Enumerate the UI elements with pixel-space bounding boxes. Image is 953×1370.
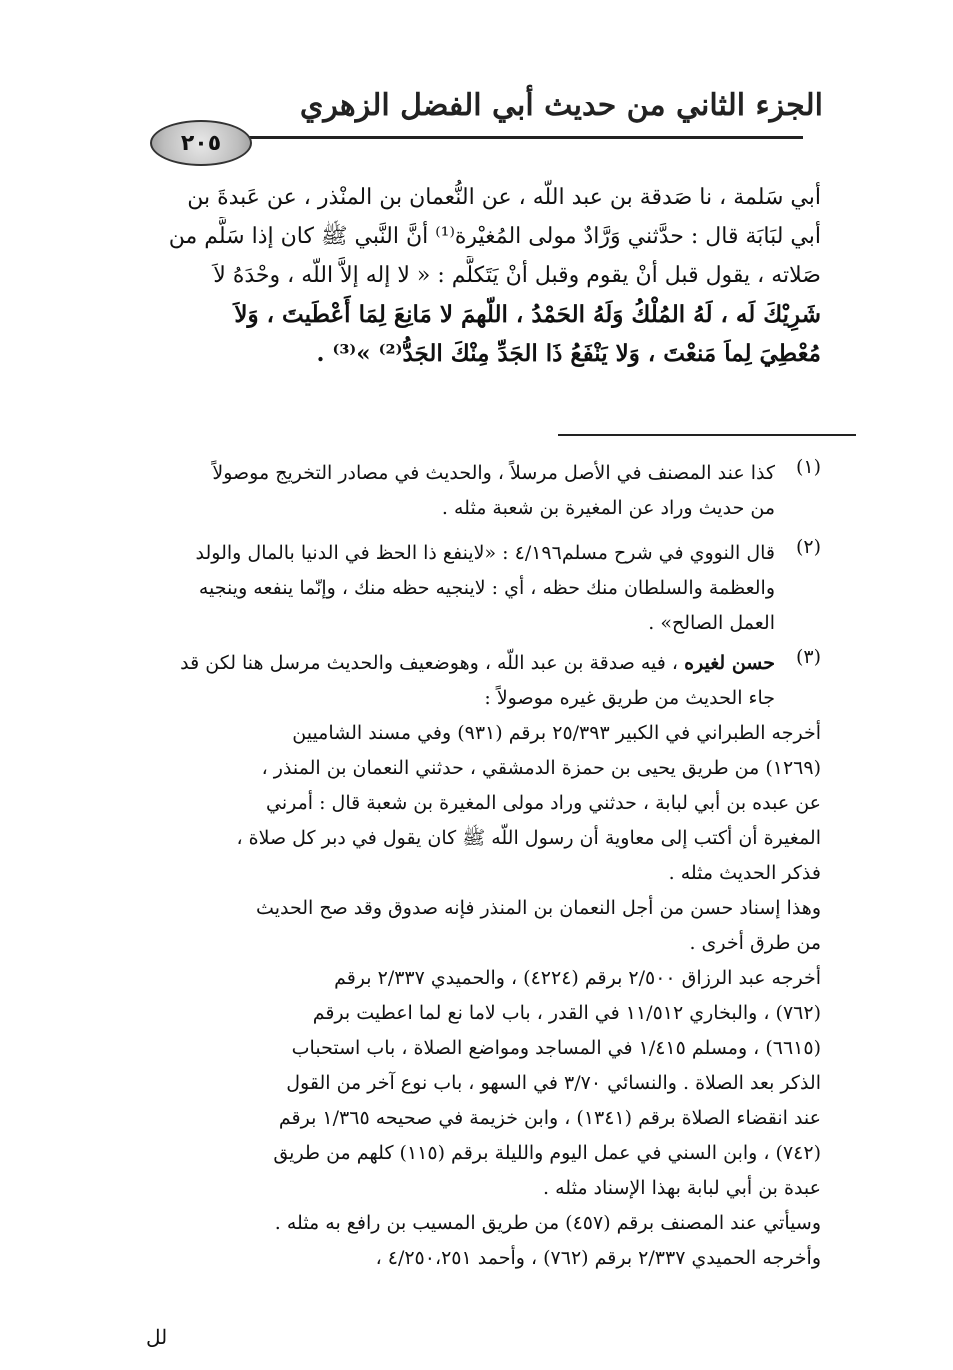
footnote-1	[146, 456, 821, 526]
footnote-line: فذكر الحديث مثله .	[668, 862, 821, 884]
footnote-grade: حسن لغيره	[684, 652, 775, 674]
footnote-line: (١٢٦٩) من طريق يحيى بن حمزة الدمشقي ، حدثني النعمان بن المنذر ،	[261, 757, 821, 779]
footnote-line: المغيرة أن أكتب إلى معاوية أن رسول اللّه ﷺ كان يقول في دبر كل صلاة ،	[236, 827, 821, 849]
catchword: لل	[146, 1325, 168, 1349]
main-text-line: أبي سَلمة ، نا صَدقة بن عبد اللّه ، عن النُّعمان بن المنْذر ، عن عَبدةَ بن	[187, 185, 821, 210]
footnote-line: (٧٦٢) ، والبخاري ١١/٥١٢ في القدر ، باب لاما نع لما اعطيت برقم	[312, 1002, 821, 1024]
footnote-line: عن عبده بن أبي لبابة ، حدثني وراد مولى المغيرة بن شعبة قال : أمرني	[266, 792, 821, 814]
footnote-line-text: ، فيه صدقة بن عبد اللّه ، وهوضعيف والحديث مرسل هنا لكن قد	[180, 652, 679, 674]
footnote-number: (٢)	[795, 536, 821, 558]
footnote-number: (٣)	[795, 646, 821, 668]
page-number: ٢٠٥	[180, 130, 222, 156]
footnote-line: الذكر بعد الصلاة . والنسائي ٣/٧٠ في السهو ، باب نوع آخر من القول	[286, 1072, 821, 1094]
footnote-separator	[558, 434, 856, 436]
footnote-line: وسيأتي عند المصنف برقم (٤٥٧) من طريق المسيب بن رافع به مثله .	[274, 1212, 821, 1234]
footnote-line	[146, 646, 775, 681]
footnote-line: أخرجه عبد الرزاق ٢/٥٠٠ برقم (٤٢٢٤) ، والحميدي ٢/٣٣٧ برقم	[334, 967, 821, 989]
main-text	[146, 178, 821, 373]
footnote-2	[146, 536, 821, 641]
footnote-line: وهذا إسناد حسن من أجل النعمان بن المنذر فإنه صدوق وقد صح الحديث	[256, 897, 821, 919]
footnote-3	[146, 646, 821, 1276]
header-rule	[240, 136, 803, 139]
footnote-number: (١)	[795, 456, 821, 478]
main-text-line-bold: مُعْطِيَ لِماَ مَنعْتَ ، وَلا يَنْفَعُ ذَا الجَدِّ مِنْكَ الجَدُّ⁽²⁾ »⁽³⁾ .	[316, 340, 821, 367]
page-number-badge	[150, 120, 252, 166]
footnote-line: (٦٦١٥) ، ومسلم ١/٤١٥ في المساجد ومواضع الصلاة ، باب استحباب	[291, 1037, 821, 1059]
footnote-line: عند انقضاء الصلاة برقم (١٣٤١) ، وابن خزيمة في صحيحه ١/٣٦٥ برقم	[278, 1107, 821, 1129]
footnote-line: جاء الحديث من طريق غيره موصولاً :	[484, 687, 775, 709]
running-header-title: الجزء الثاني من حديث أبي الفضل الزهري	[299, 88, 823, 123]
main-text-line: أبي لبَابَة قال : حدَّثني وَرَّادٌ مولى المُغيْرة⁽¹⁾ أنَّ النَّبي ﷺ كان إذا سَلَّم من	[168, 224, 821, 249]
footnote-line: العمل الصالح» .	[648, 612, 775, 634]
footnote-line: من طرق أخرى .	[689, 932, 821, 954]
footnote-line: وأخرجه الحميدي ٢/٣٣٧ برقم (٧٦٢) ، وأحمد ٤/٢٥٠،٢٥١ ،	[375, 1247, 821, 1269]
footnote-line: أخرجه الطبراني في الكبير ٢٥/٣٩٣ برقم (٩٣١) وفي مسند الشاميين	[292, 722, 821, 744]
footnote-line: من حديث وراد عن المغيرة بن شعبة مثله .	[441, 497, 775, 519]
footnote-line: كذا عند المصنف في الأصل مرسلاً ، والحديث في مصادر التخريج موصولاً	[212, 462, 775, 484]
footnote-line: عبدة بن أبي لبابة بهذا الإسناد مثله .	[543, 1177, 821, 1199]
footnote-line: قال النووي في شرح مسلم٤/١٩٦ : «لاينفع ذا الحظ في الدنيا بالمال والولد	[195, 542, 775, 564]
main-text-line-bold: شَرِيْكَ لَه ، لَهُ المُلْكُ وَلَهُ الحَمْدُ ، اللّهمَ لا مَانِعَ لِمَا أَعْطَيتَ ، وَلاَ	[234, 301, 821, 328]
main-text-line: صَلاته ، يقول قبل أنْ يقوم وقبل أنْ يَتَكلَّم : « لا إله إلاَّ اللّه ، وحْدَهُ لاَ	[213, 263, 821, 288]
footnote-line: (٧٤٢) ، وابن السني في عمل اليوم والليلة برقم (١١٥) كلهم من طريق	[273, 1142, 821, 1164]
footnote-line: والعظمة والسلطان منك حظه ، أي : لاينجيه حظه منك ، وإنّما ينفعه وينجيه	[198, 577, 775, 599]
